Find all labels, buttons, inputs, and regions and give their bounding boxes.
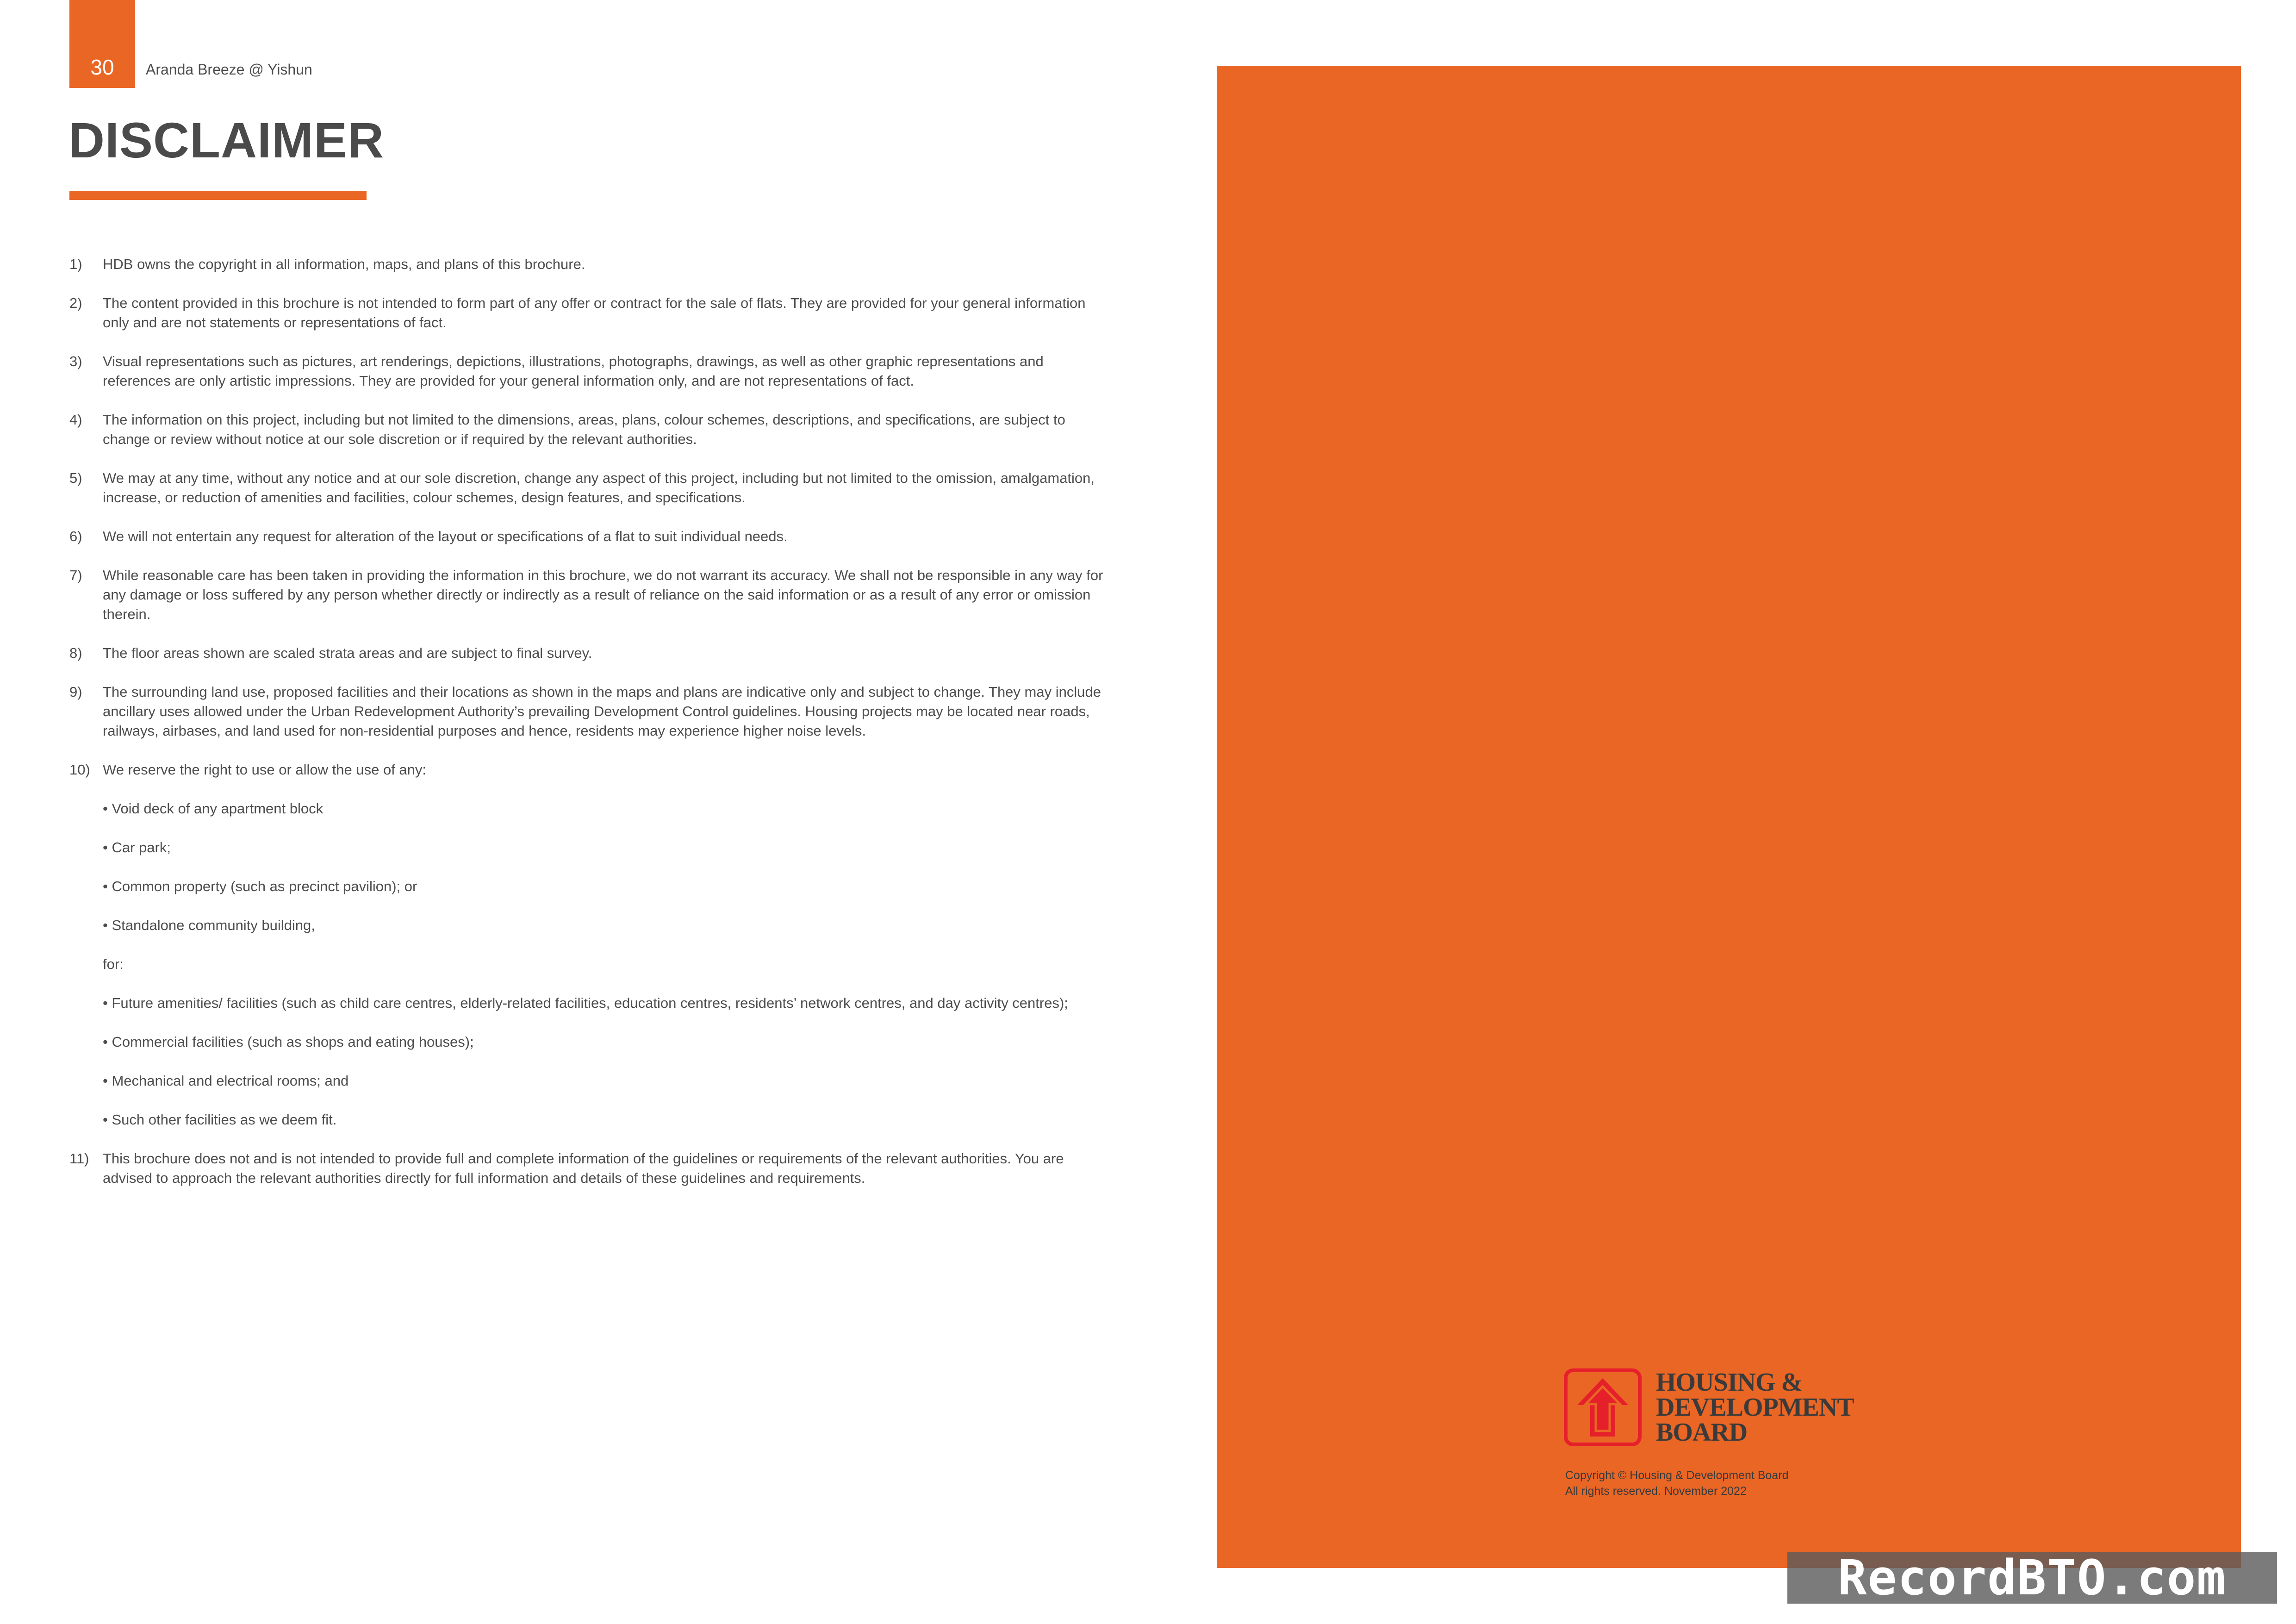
- list-item: [69, 566, 1106, 624]
- copyright-notice: Copyright © Housing & Development Board All rights reserved. November 2022: [1565, 1469, 1789, 1498]
- item-number: 1): [69, 256, 82, 272]
- list-item: [69, 527, 1106, 546]
- item-number: 8): [69, 645, 82, 661]
- item-text: The content provided in this brochure is not intended to form part of any offer or contract for the sale of flats. They are provided for your general information only and are not statements or representations of fact.: [103, 295, 1086, 331]
- page-title: DISCLAIMER: [68, 112, 384, 168]
- disclaimer-list: [69, 255, 1106, 1207]
- item-number: 7): [69, 567, 82, 583]
- list-item: [69, 255, 1106, 274]
- bullet-item: • Void deck of any apartment block: [103, 800, 324, 817]
- bullet-item: • Such other facilities as we deem fit.: [103, 1112, 337, 1128]
- logo-wordmark: HOUSING & DEVELOPMENT BOARD: [1656, 1368, 1854, 1447]
- item-text: HDB owns the copyright in all information, maps, and plans of this brochure.: [103, 256, 585, 272]
- item-number: 5): [69, 470, 82, 486]
- bullet-item: • Car park;: [103, 839, 171, 856]
- list-item: [69, 643, 1106, 663]
- hdb-logo: [1563, 1368, 1854, 1447]
- page-number-tab: [69, 0, 135, 88]
- title-underline: [69, 191, 367, 200]
- item-text: The surrounding land use, proposed facilities and their locations as shown in the maps and plans are indicative only and subject to change. They may include ancillary uses allowed under the Urban Redevelopment Authority’s prevailing Development Control guidelines. Housing projects may be located near roads, railways, airbases, and land used for non-residential purposes and hence, residents may experience higher noise levels.: [103, 684, 1101, 739]
- item-text: The floor areas shown are scaled strata areas and are subject to final survey.: [103, 645, 592, 661]
- bullet-item: • Future amenities/ facilities (such as child care centres, elderly-related facilities, education centres, residents’ network centres, and day activity centres);: [103, 995, 1068, 1011]
- item-text: Visual representations such as pictures, art renderings, depictions, illustrations, photographs, drawings, as well as other graphic representations and references are only artistic impressions. They are provided for your general information only, and are not representations of fact.: [103, 353, 1044, 389]
- project-title: Aranda Breeze @ Yishun: [146, 61, 312, 78]
- list-item: [69, 468, 1106, 507]
- list-item: [69, 1149, 1106, 1188]
- bullet-item: • Common property (such as precinct pavilion); or: [103, 878, 417, 894]
- bullet-item: • Mechanical and electrical rooms; and: [103, 1073, 349, 1089]
- list-item: [69, 682, 1106, 741]
- list-item: [69, 410, 1106, 449]
- item-number: 10): [69, 762, 90, 778]
- hdb-house-arrow-icon: [1563, 1368, 1642, 1447]
- item-text: While reasonable care has been taken in providing the information in this brochure, we do not warrant its accuracy. We shall not be responsible in any way for any damage or loss suffered by any person whether directly or indirectly as a result of reliance on the said information or as a result of any error or omission therein.: [103, 567, 1103, 622]
- location-list: [103, 799, 1106, 1130]
- item-text: We will not entertain any request for alteration of the layout or specifications of a flat to suit individual needs.: [103, 528, 788, 544]
- site-watermark: RecordBTO.com: [1787, 1552, 2277, 1604]
- item-number: 9): [69, 684, 82, 700]
- list-item: [69, 352, 1106, 391]
- list-item-reserve-rights: [69, 760, 1106, 1130]
- item-number: 2): [69, 295, 82, 311]
- item-number: 11): [69, 1150, 89, 1167]
- item-number: 4): [69, 412, 82, 428]
- item-text: We may at any time, without any notice and at our sole discretion, change any aspect of this project, including but not limited to the omission, amalgamation, increase, or reduction of amenities and facilities, colour schemes, design features, and specifications.: [103, 470, 1095, 506]
- for-label: for:: [103, 956, 124, 972]
- back-cover-panel: [1217, 66, 2241, 1568]
- list-item: [69, 294, 1106, 332]
- bullet-item: • Standalone community building,: [103, 917, 315, 933]
- item-text: This brochure does not and is not intended to provide full and complete information of the guidelines or requirements of the relevant authorities. You are advised to approach the relevant authorities directly for full information and details of these guidelines and requirements.: [103, 1150, 1064, 1186]
- item-number: 3): [69, 353, 82, 369]
- bullet-item: • Commercial facilities (such as shops and eating houses);: [103, 1034, 474, 1050]
- page-number: 30: [90, 55, 114, 79]
- item-text: The information on this project, including but not limited to the dimensions, areas, plans, colour schemes, descriptions, and specifications, are subject to change or review without notice at our sole discretion or if required by the relevant authorities.: [103, 412, 1065, 447]
- item-number: 6): [69, 528, 82, 544]
- item-text: We reserve the right to use or allow the use of any:: [103, 762, 427, 778]
